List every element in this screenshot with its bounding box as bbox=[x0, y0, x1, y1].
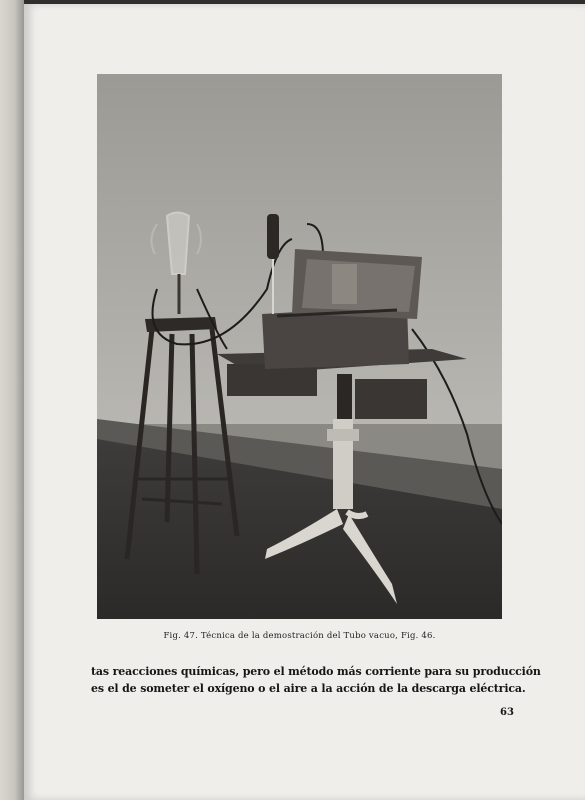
body-line: tas reacciones químicas, pero el método más corriente para su producción bbox=[91, 665, 541, 678]
figure-photograph bbox=[97, 74, 502, 619]
table-drawer-left bbox=[227, 364, 317, 396]
figure-caption: Fig. 47. Técnica de la demostración del Tubo vacuo, Fig. 46. bbox=[163, 631, 436, 641]
table-drawer-right bbox=[355, 379, 427, 419]
previous-page-edge bbox=[0, 0, 24, 800]
body-line: es el de someter el oxígeno o el aire a la acción de la descarga eléctrica. bbox=[91, 682, 526, 695]
page-number: 63 bbox=[500, 707, 514, 718]
body-paragraph bbox=[91, 663, 541, 697]
apparatus-illustration bbox=[97, 74, 502, 619]
